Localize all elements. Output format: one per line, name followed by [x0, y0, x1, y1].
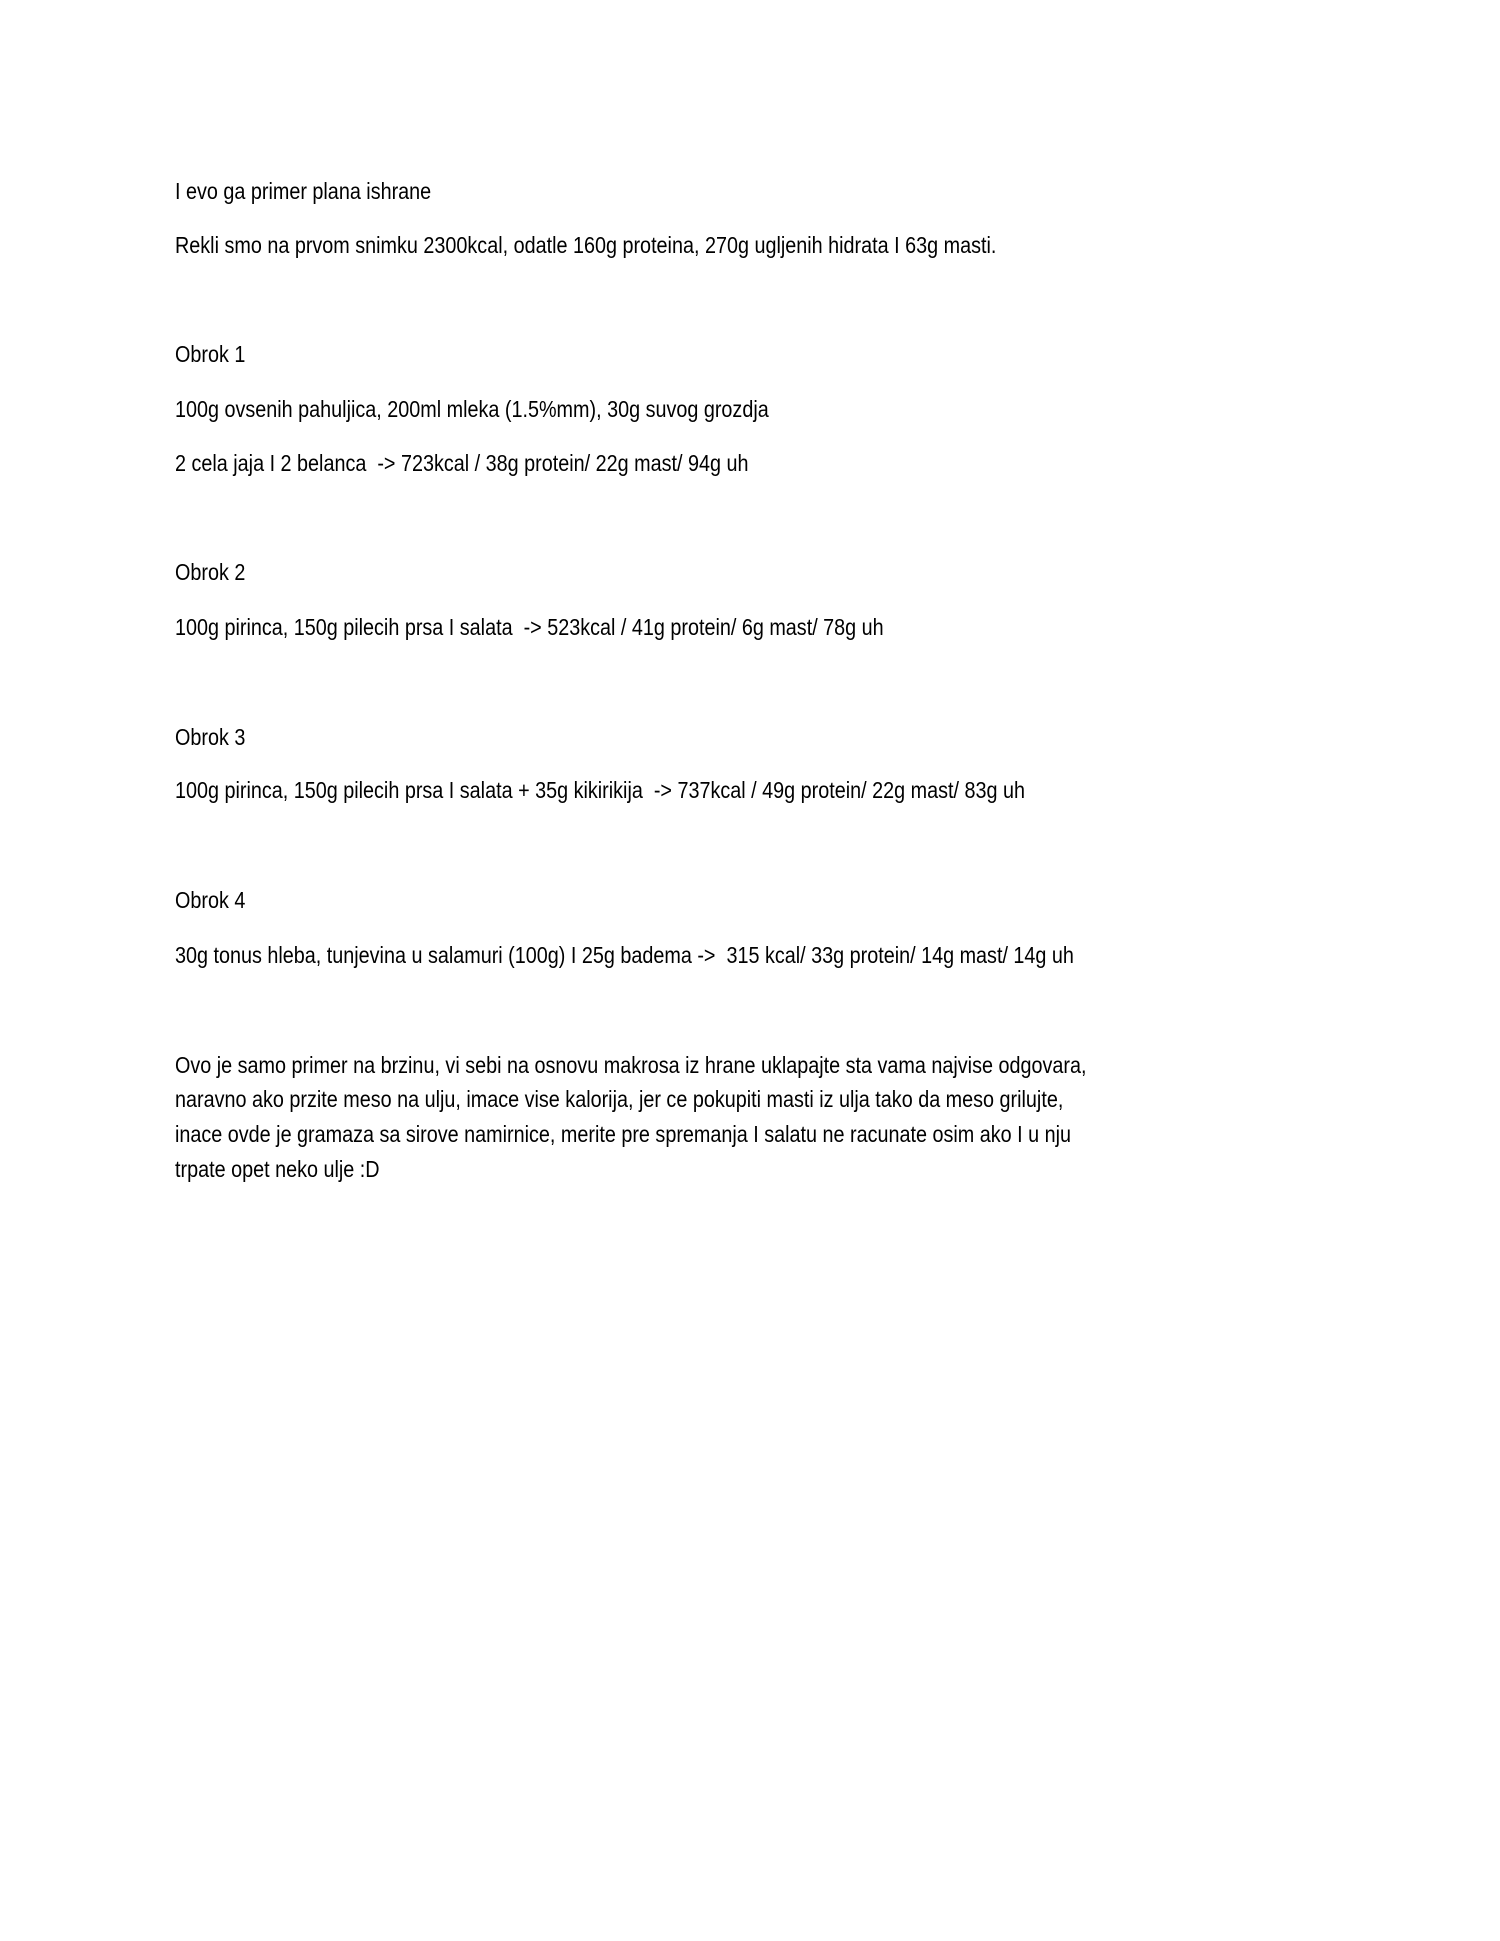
- meal-4-heading: Obrok 4: [175, 887, 246, 913]
- intro-summary: Rekli smo na prvom snimku 2300kcal, odatle 160g proteina, 270g ugljenih hidrata I 63g masti.: [175, 232, 997, 258]
- note-line: inace ovde je gramaza sa sirove namirnice, merite pre spremanja I salatu ne racunate osim ako I u nju: [175, 1121, 1072, 1147]
- meal-1-line: 100g ovsenih pahuljica, 200ml mleka (1.5%mm), 30g suvog grozdja: [175, 396, 769, 422]
- meal-3-line: 100g pirinca, 150g pilecih prsa I salata + 35g kikirikija -> 737kcal / 49g protein/ 22g mast/ 83g uh: [175, 777, 1025, 803]
- meal-1-heading: Obrok 1: [175, 341, 246, 367]
- note-line: trpate opet neko ulje :D: [175, 1156, 380, 1182]
- meal-2-line: 100g pirinca, 150g pilecih prsa I salata -> 523kcal / 41g protein/ 6g mast/ 78g uh: [175, 614, 884, 640]
- meal-1-line: 2 cela jaja I 2 belanca -> 723kcal / 38g protein/ 22g mast/ 94g uh: [175, 450, 749, 476]
- meal-4-line: 30g tonus hleba, tunjevina u salamuri (100g) I 25g badema -> 315 kcal/ 33g protein/ 14g mast/ 14g uh: [175, 942, 1074, 968]
- meal-2-heading: Obrok 2: [175, 559, 246, 585]
- note-line: naravno ako przite meso na ulju, imace vise kalorija, jer ce pokupiti masti iz ulja tako da meso grilujte,: [175, 1086, 1064, 1112]
- intro-title: I evo ga primer plana ishrane: [175, 178, 432, 204]
- note-line: Ovo je samo primer na brzinu, vi sebi na osnovu makrosa iz hrane uklapajte sta vama najvise odgovara,: [175, 1052, 1087, 1078]
- meal-3-heading: Obrok 3: [175, 724, 246, 750]
